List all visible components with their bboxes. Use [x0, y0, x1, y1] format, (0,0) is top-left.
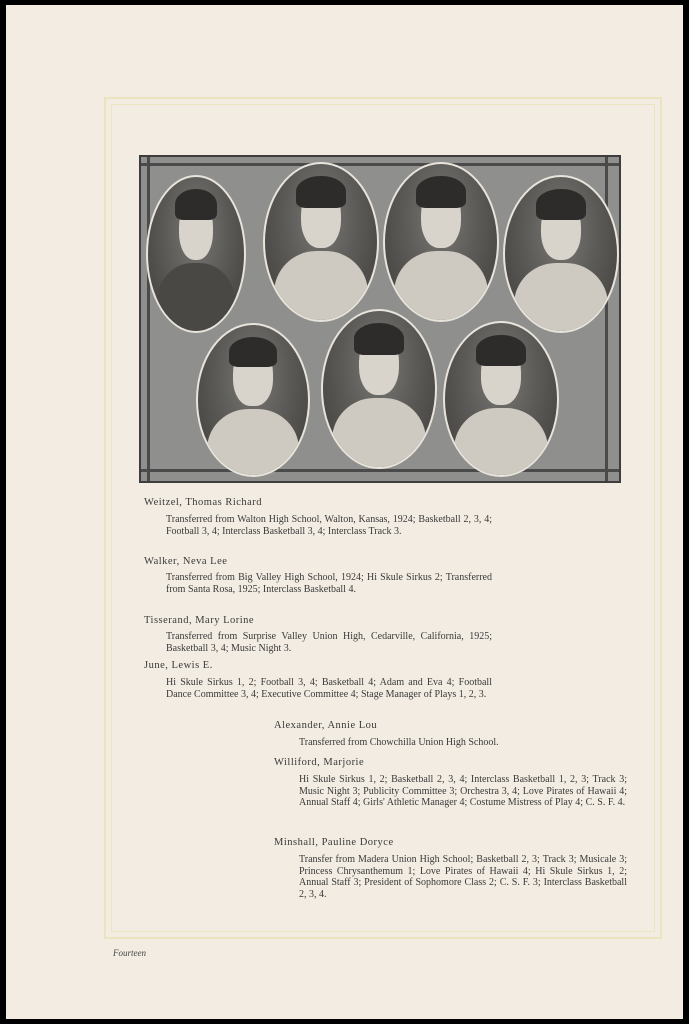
portrait-walker — [263, 162, 379, 322]
frame-bar — [147, 157, 150, 481]
portrait-weitzel — [146, 175, 246, 333]
portrait-williford — [321, 309, 437, 469]
portrait-hair — [354, 323, 403, 354]
student-name: Weitzel, Thomas Richard — [144, 497, 263, 508]
portrait-body — [274, 251, 368, 322]
student-name: Williford, Marjorie — [274, 757, 365, 768]
portrait-tisserand — [383, 162, 499, 322]
student-name: June, Lewis E. — [144, 660, 213, 671]
student-name: Tisserand, Mary Lorine — [144, 615, 255, 626]
student-activities: Hi Skule Sirkus 1, 2; Basketball 2, 3, 4; Interclass Basketball 1, 2, 3; Track 3; Music Night 3; Publicity Committee 3; Orchestra 3, 4; Love Pirates of Hawaii 4; Annual Staff 4; Girls' Athletic Manager 4; Costume Mistress of Play 4; C. S. F. 4. — [299, 774, 627, 808]
portrait-hair — [175, 189, 217, 220]
portrait-alexander — [196, 323, 310, 477]
student-activities: Transferred from Walton High School, Walton, Kansas, 1924; Basketball 2, 3, 4; Football 3, 4; Interclass Basketball 3, 4; Interclass Track 3. — [166, 514, 492, 537]
portrait-june — [503, 175, 619, 333]
portrait-hair — [536, 189, 585, 220]
frame-bar — [141, 163, 619, 166]
student-activities: Transferred from Chowchilla Union High School. — [299, 737, 499, 748]
portrait-body — [514, 263, 608, 333]
student-name: Minshall, Pauline Doryce — [274, 837, 394, 848]
portrait-hair — [416, 176, 465, 207]
portrait-minshall — [443, 321, 559, 477]
student-activities: Transferred from Big Valley High School, 1924; Hi Skule Sirkus 2; Transferred from Santa Rosa, 1925; Interclass Basketball 4. — [166, 572, 492, 595]
portrait-body — [394, 251, 488, 322]
portrait-hair — [476, 335, 525, 365]
portrait-body — [332, 398, 426, 469]
portrait-body — [454, 408, 548, 477]
portrait-body — [207, 409, 299, 477]
student-activities: Hi Skule Sirkus 1, 2; Football 3, 4; Basketball 4; Adam and Eva 4; Football Dance Committee 3, 4; Executive Committee 4; Stage Manager of Plays 1, 2, 3. — [166, 677, 492, 700]
portrait-body — [156, 263, 237, 333]
student-name: Walker, Neva Lee — [144, 556, 228, 567]
student-activities: Transfer from Madera Union High School; Basketball 2, 3; Track 3; Musicale 3; Princess Chrysanthemum 1; Love Pirates of Hawaii 4; Hi Skule Sirkus 1, 2; Annual Staff 3; President of Sophomore Class 2; C. S. F. 3; Interclass Basketball 2, 3, 4. — [299, 854, 627, 900]
page-number: Fourteen — [113, 948, 146, 958]
student-activities: Transferred from Surprise Valley Union High, Cedarville, California, 1925; Basketball 3, 4; Music Night 3. — [166, 631, 492, 654]
portrait-hair — [296, 176, 345, 207]
student-name: Alexander, Annie Lou — [274, 720, 378, 731]
portrait-hair — [229, 337, 277, 367]
senior-portraits — [139, 155, 621, 483]
